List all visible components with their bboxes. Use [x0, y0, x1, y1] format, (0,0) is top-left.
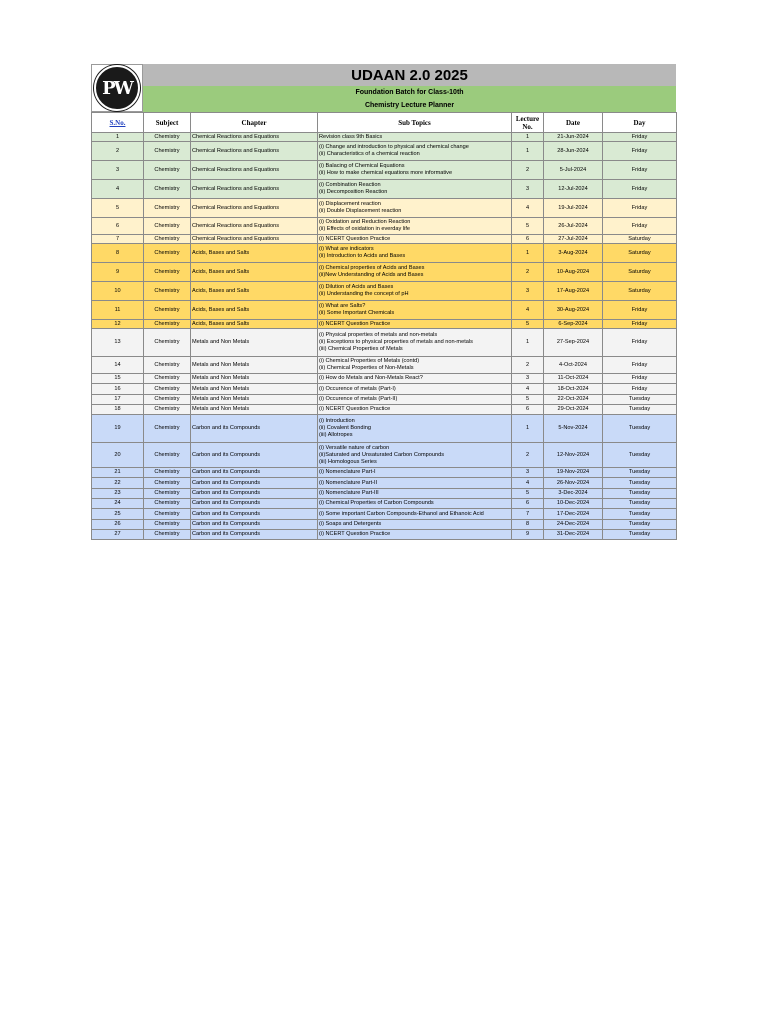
cell-subject: Chemistry: [144, 133, 191, 142]
cell-sno: 12: [92, 320, 144, 329]
table-row: [92, 244, 677, 263]
cell-sno: 19: [92, 415, 144, 443]
cell-subject: Chemistry: [144, 320, 191, 329]
cell-subtopics: (i) Some important Carbon Compounds-Ethanol and Ethanoic Acid: [318, 509, 512, 520]
cell-day: Friday: [603, 384, 677, 395]
cell-subtopics: (i) Chemical properties of Acids and Bases (ii)New Understanding of Acids and Bases: [318, 263, 512, 282]
cell-day: Saturday: [603, 263, 677, 282]
table-row: [92, 357, 677, 374]
cell-subject: Chemistry: [144, 235, 191, 244]
batch-subtitle: Foundation Batch for Class-10th: [143, 86, 676, 99]
cell-chapter: Chemical Reactions and Equations: [191, 235, 318, 244]
cell-sno: 6: [92, 218, 144, 235]
cell-chapter: Acids, Bases and Salts: [191, 263, 318, 282]
cell-subtopics: (i) Soaps and Detergents: [318, 520, 512, 530]
cell-subtopics: (i) Nomenclature Part-I: [318, 468, 512, 478]
cell-sno: 16: [92, 384, 144, 395]
table-row: [92, 468, 677, 478]
cell-chapter: Metals and Non Metals: [191, 374, 318, 384]
col-header-sno: S.No.: [92, 113, 144, 133]
cell-chapter: Metals and Non Metals: [191, 384, 318, 395]
cell-lecture-no: 2: [512, 443, 544, 468]
cell-chapter: Chemical Reactions and Equations: [191, 218, 318, 235]
cell-chapter: Metals and Non Metals: [191, 357, 318, 374]
cell-chapter: Carbon and its Compounds: [191, 468, 318, 478]
cell-date: 10-Dec-2024: [544, 499, 603, 509]
col-header-day: Day: [603, 113, 677, 133]
cell-date: 3-Aug-2024: [544, 244, 603, 263]
cell-sno: 3: [92, 161, 144, 180]
cell-lecture-no: 4: [512, 478, 544, 489]
cell-subtopics: (i) Displacement reaction (ii) Double Displacement reaction: [318, 199, 512, 218]
cell-sno: 2: [92, 142, 144, 161]
cell-subtopics: Revision class 9th Basics: [318, 133, 512, 142]
cell-subject: Chemistry: [144, 329, 191, 357]
cell-day: Tuesday: [603, 530, 677, 540]
cell-date: 12-Jul-2024: [544, 180, 603, 199]
cell-sno: 13: [92, 329, 144, 357]
cell-chapter: Chemical Reactions and Equations: [191, 180, 318, 199]
cell-subtopics: (i) How do Metals and Non-Metals React?: [318, 374, 512, 384]
cell-date: 28-Jun-2024: [544, 142, 603, 161]
cell-subtopics: (i) Occurence of metals (Part-I): [318, 384, 512, 395]
cell-sno: 18: [92, 405, 144, 415]
cell-date: 19-Jul-2024: [544, 199, 603, 218]
cell-day: Friday: [603, 180, 677, 199]
cell-date: 26-Nov-2024: [544, 478, 603, 489]
table-row: [92, 142, 677, 161]
cell-date: 19-Nov-2024: [544, 468, 603, 478]
cell-chapter: Acids, Bases and Salts: [191, 282, 318, 301]
pw-logo: [91, 64, 143, 112]
cell-subject: Chemistry: [144, 199, 191, 218]
cell-date: 11-Oct-2024: [544, 374, 603, 384]
cell-date: 24-Dec-2024: [544, 520, 603, 530]
table-row: [92, 395, 677, 405]
cell-sno: 15: [92, 374, 144, 384]
cell-subtopics: (i) Nomenclature Part-II: [318, 478, 512, 489]
cell-day: Saturday: [603, 244, 677, 263]
cell-date: 21-Jun-2024: [544, 133, 603, 142]
cell-subtopics: (i) Combination Reaction (ii) Decomposition Reaction: [318, 180, 512, 199]
cell-sno: 22: [92, 478, 144, 489]
cell-lecture-no: 9: [512, 530, 544, 540]
cell-chapter: Acids, Bases and Salts: [191, 301, 318, 320]
cell-subtopics: (i) What are indicators (ii) Introduction to Acids and Bases: [318, 244, 512, 263]
cell-subject: Chemistry: [144, 244, 191, 263]
cell-chapter: Carbon and its Compounds: [191, 415, 318, 443]
cell-date: 27-Jul-2024: [544, 235, 603, 244]
cell-day: Tuesday: [603, 478, 677, 489]
cell-subject: Chemistry: [144, 415, 191, 443]
cell-lecture-no: 5: [512, 395, 544, 405]
cell-day: Tuesday: [603, 468, 677, 478]
cell-chapter: Carbon and its Compounds: [191, 509, 318, 520]
cell-date: 6-Sep-2024: [544, 320, 603, 329]
cell-sno: 14: [92, 357, 144, 374]
cell-subject: Chemistry: [144, 520, 191, 530]
cell-day: Tuesday: [603, 520, 677, 530]
cell-sno: 17: [92, 395, 144, 405]
cell-chapter: Carbon and its Compounds: [191, 478, 318, 489]
table-row: [92, 282, 677, 301]
cell-subtopics: (i) Chemical Properties of Metals (contd) (ii) Chemical Properties of Non-Metals: [318, 357, 512, 374]
cell-subject: Chemistry: [144, 180, 191, 199]
cell-lecture-no: 8: [512, 520, 544, 530]
page-title: UDAAN 2.0 2025: [143, 64, 676, 86]
cell-lecture-no: 1: [512, 244, 544, 263]
cell-subtopics: (i) Nomenclature Part-III: [318, 489, 512, 499]
table-row: [92, 320, 677, 329]
lecture-table: [91, 112, 677, 540]
table-row: [92, 199, 677, 218]
col-header-chapter: Chapter: [191, 113, 318, 133]
cell-lecture-no: 7: [512, 509, 544, 520]
cell-subtopics: (i) Introduction (ii) Covalent Bonding (iii) Allotropes: [318, 415, 512, 443]
cell-subject: Chemistry: [144, 405, 191, 415]
table-row: [92, 133, 677, 142]
col-header-lecture-no: Lecture No.: [512, 113, 544, 133]
cell-subject: Chemistry: [144, 443, 191, 468]
col-header-date: Date: [544, 113, 603, 133]
cell-lecture-no: 2: [512, 263, 544, 282]
cell-subject: Chemistry: [144, 142, 191, 161]
pw-logo-mark: PW: [94, 65, 140, 111]
cell-date: 26-Jul-2024: [544, 218, 603, 235]
cell-subtopics: (i) Dilution of Acids and Bases (ii) Understanding the concept of pH: [318, 282, 512, 301]
planner-header: [91, 64, 676, 112]
cell-sno: 24: [92, 499, 144, 509]
table-row: [92, 489, 677, 499]
cell-sno: 25: [92, 509, 144, 520]
cell-date: 5-Jul-2024: [544, 161, 603, 180]
cell-date: 18-Oct-2024: [544, 384, 603, 395]
cell-day: Friday: [603, 320, 677, 329]
cell-subtopics: (i) NCERT Question Practice: [318, 235, 512, 244]
cell-subtopics: (i) Balacing of Chemical Equations (ii) How to make chemical equations more informative: [318, 161, 512, 180]
cell-subject: Chemistry: [144, 374, 191, 384]
cell-lecture-no: 6: [512, 405, 544, 415]
table-row: [92, 478, 677, 489]
cell-chapter: Acids, Bases and Salts: [191, 244, 318, 263]
cell-subtopics: (i) NCERT Question Practice: [318, 405, 512, 415]
col-header-subject: Subject: [144, 113, 191, 133]
cell-date: 17-Aug-2024: [544, 282, 603, 301]
table-row: [92, 443, 677, 468]
cell-subtopics: (i) Occurence of metals (Part-II): [318, 395, 512, 405]
cell-date: 22-Oct-2024: [544, 395, 603, 405]
cell-sno: 1: [92, 133, 144, 142]
cell-date: 30-Aug-2024: [544, 301, 603, 320]
cell-chapter: Carbon and its Compounds: [191, 443, 318, 468]
cell-day: Saturday: [603, 282, 677, 301]
cell-day: Friday: [603, 133, 677, 142]
cell-sno: 5: [92, 199, 144, 218]
table-row: [92, 180, 677, 199]
col-header-subtopics: Sub Topics: [318, 113, 512, 133]
cell-subject: Chemistry: [144, 282, 191, 301]
cell-day: Tuesday: [603, 395, 677, 405]
cell-subject: Chemistry: [144, 357, 191, 374]
cell-chapter: Carbon and its Compounds: [191, 520, 318, 530]
cell-day: Tuesday: [603, 499, 677, 509]
cell-chapter: Carbon and its Compounds: [191, 499, 318, 509]
table-row: [92, 235, 677, 244]
cell-date: 10-Aug-2024: [544, 263, 603, 282]
cell-chapter: Acids, Bases and Salts: [191, 320, 318, 329]
cell-lecture-no: 1: [512, 142, 544, 161]
cell-sno: 9: [92, 263, 144, 282]
cell-lecture-no: 5: [512, 320, 544, 329]
cell-sno: 26: [92, 520, 144, 530]
table-row: [92, 218, 677, 235]
cell-day: Tuesday: [603, 405, 677, 415]
table-row: [92, 161, 677, 180]
cell-chapter: Metals and Non Metals: [191, 395, 318, 405]
cell-subtopics: (i) NCERT Question Practice: [318, 320, 512, 329]
cell-date: 4-Oct-2024: [544, 357, 603, 374]
cell-lecture-no: 5: [512, 489, 544, 499]
cell-day: Friday: [603, 142, 677, 161]
cell-lecture-no: 3: [512, 468, 544, 478]
cell-day: Friday: [603, 199, 677, 218]
cell-day: Friday: [603, 374, 677, 384]
cell-chapter: Carbon and its Compounds: [191, 530, 318, 540]
cell-sno: 27: [92, 530, 144, 540]
cell-chapter: Chemical Reactions and Equations: [191, 133, 318, 142]
cell-lecture-no: 1: [512, 133, 544, 142]
cell-date: 17-Dec-2024: [544, 509, 603, 520]
table-row: [92, 509, 677, 520]
cell-day: Friday: [603, 301, 677, 320]
cell-subject: Chemistry: [144, 530, 191, 540]
cell-chapter: Metals and Non Metals: [191, 329, 318, 357]
cell-day: Friday: [603, 161, 677, 180]
cell-subject: Chemistry: [144, 218, 191, 235]
cell-chapter: Chemical Reactions and Equations: [191, 199, 318, 218]
cell-subtopics: (i) NCERT Question Practice: [318, 530, 512, 540]
cell-day: Tuesday: [603, 443, 677, 468]
cell-subtopics: (i) What are Salts? (ii) Some Important Chemicals: [318, 301, 512, 320]
cell-chapter: Metals and Non Metals: [191, 405, 318, 415]
cell-sno: 7: [92, 235, 144, 244]
cell-lecture-no: 4: [512, 199, 544, 218]
cell-day: Tuesday: [603, 489, 677, 499]
table-row: [92, 329, 677, 357]
cell-subtopics: (i) Change and introduction to physical and chemical change (ii) Characteristics of a chemical reaction: [318, 142, 512, 161]
table-row: [92, 384, 677, 395]
cell-lecture-no: 3: [512, 282, 544, 301]
cell-subject: Chemistry: [144, 301, 191, 320]
table-row: [92, 263, 677, 282]
cell-subject: Chemistry: [144, 468, 191, 478]
table-row: [92, 301, 677, 320]
table-row: [92, 499, 677, 509]
cell-chapter: Chemical Reactions and Equations: [191, 161, 318, 180]
lecture-planner-sheet: [91, 64, 676, 540]
cell-subtopics: (i) Versatile nature of carbon (ii)Saturated and Unsaturated Carbon Compounds (iii) Homologous Series: [318, 443, 512, 468]
cell-lecture-no: 6: [512, 499, 544, 509]
cell-date: 5-Nov-2024: [544, 415, 603, 443]
cell-sno: 4: [92, 180, 144, 199]
cell-sno: 23: [92, 489, 144, 499]
cell-sno: 10: [92, 282, 144, 301]
table-row: [92, 415, 677, 443]
cell-subject: Chemistry: [144, 263, 191, 282]
cell-day: Tuesday: [603, 509, 677, 520]
planner-title: Chemistry Lecture Planner: [143, 99, 676, 112]
cell-lecture-no: 2: [512, 161, 544, 180]
cell-subtopics: (i) Physical properties of metals and non-metals (ii) Exceptions to physical properties of metals and non-metals (iii) Chemical Properties of Metals: [318, 329, 512, 357]
cell-sno: 11: [92, 301, 144, 320]
cell-chapter: Chemical Reactions and Equations: [191, 142, 318, 161]
cell-subject: Chemistry: [144, 489, 191, 499]
cell-lecture-no: 4: [512, 301, 544, 320]
cell-date: 3-Dec-2024: [544, 489, 603, 499]
cell-subject: Chemistry: [144, 161, 191, 180]
cell-lecture-no: 5: [512, 218, 544, 235]
cell-sno: 20: [92, 443, 144, 468]
cell-subject: Chemistry: [144, 395, 191, 405]
cell-day: Friday: [603, 218, 677, 235]
cell-subject: Chemistry: [144, 384, 191, 395]
cell-subject: Chemistry: [144, 509, 191, 520]
cell-date: 29-Oct-2024: [544, 405, 603, 415]
table-row: [92, 405, 677, 415]
cell-lecture-no: 3: [512, 180, 544, 199]
cell-date: 27-Sep-2024: [544, 329, 603, 357]
cell-date: 12-Nov-2024: [544, 443, 603, 468]
cell-subject: Chemistry: [144, 478, 191, 489]
cell-lecture-no: 4: [512, 384, 544, 395]
cell-subtopics: (i) Chemical Properties of Carbon Compounds: [318, 499, 512, 509]
cell-lecture-no: 6: [512, 235, 544, 244]
cell-lecture-no: 3: [512, 374, 544, 384]
cell-day: Saturday: [603, 235, 677, 244]
cell-day: Tuesday: [603, 415, 677, 443]
cell-sno: 21: [92, 468, 144, 478]
table-row: [92, 530, 677, 540]
table-row: [92, 520, 677, 530]
cell-lecture-no: 2: [512, 357, 544, 374]
cell-day: Friday: [603, 329, 677, 357]
cell-day: Friday: [603, 357, 677, 374]
cell-date: 31-Dec-2024: [544, 530, 603, 540]
table-header-row: [92, 113, 677, 133]
cell-lecture-no: 1: [512, 329, 544, 357]
cell-subject: Chemistry: [144, 499, 191, 509]
cell-sno: 8: [92, 244, 144, 263]
cell-chapter: Carbon and its Compounds: [191, 489, 318, 499]
cell-subtopics: (i) Oxidation and Reduction Reaction (ii) Effects of oxidation in everday life: [318, 218, 512, 235]
table-row: [92, 374, 677, 384]
cell-lecture-no: 1: [512, 415, 544, 443]
